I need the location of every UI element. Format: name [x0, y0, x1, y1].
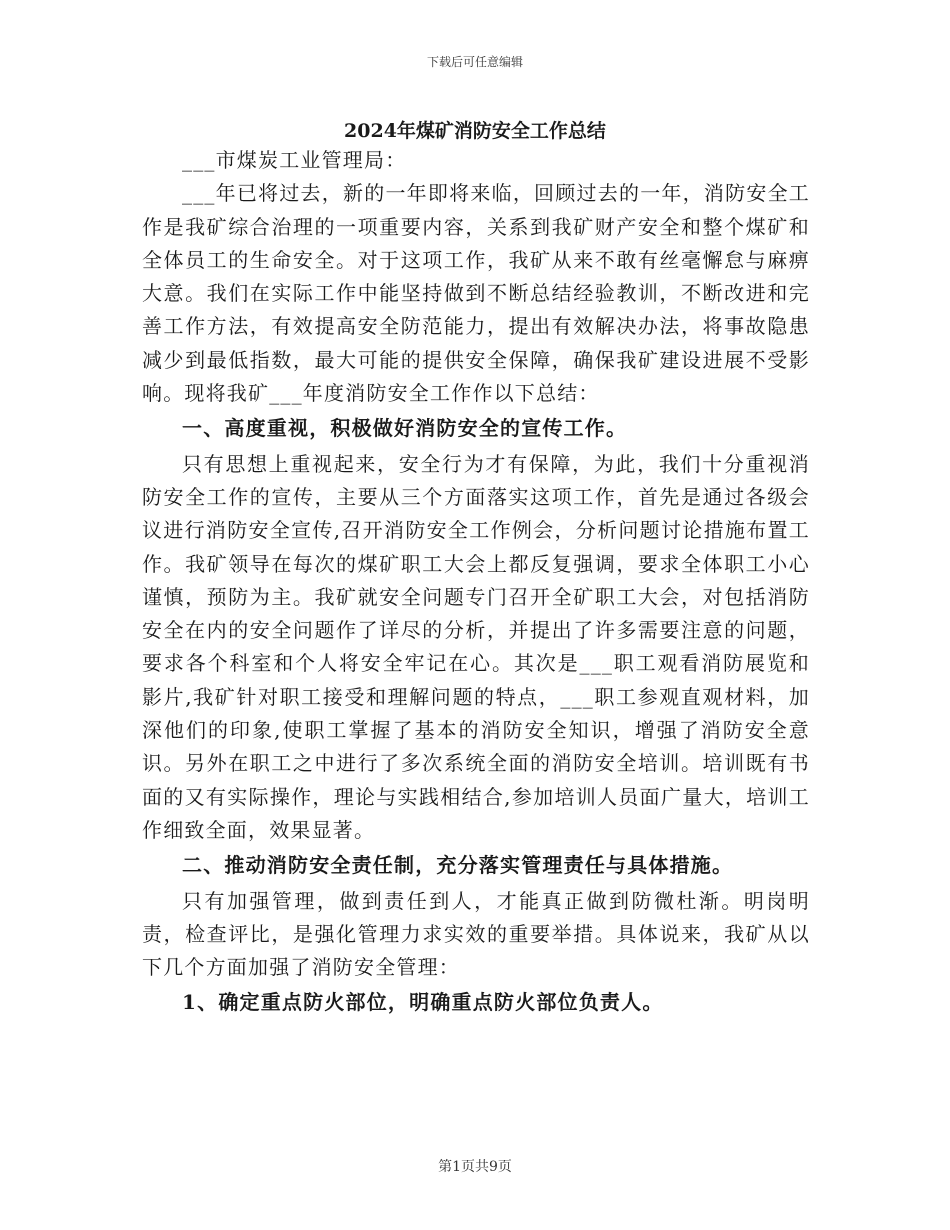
page-header-note: 下载后可任意编辑 — [426, 55, 523, 69]
page-number: 第1页共9页 — [438, 1159, 512, 1175]
section-body-1: 只有思想上重视起来，安全行为才有保障，为此，我们十分重视消防安全工作的宣传，主要从三个方面落实这项工作，首先是通过各级会议进行消防安全宣传,召开消防安全工作例会，分析问题讨论措施布置工作。我矿领导在每次的煤矿职工大会上都反复强调，要求全体职工小心谨慎，预防为主。我矿就安全问题专门召开全矿职工大会，对包括消防安全在内的安全问题作了详尽的分析，并提出了许多需要注意的问题，要求各个科室和个人将安全牢记在心。其次是___职工观看消防展览和影片,我矿针对职工接受和理解问题的特点，___职工参观直观材料，加深他们的印象,使职工掌握了基本的消防安全知识，增强了消防安全意识。另外在职工之中进行了多次系统全面的消防安全培训。培训既有书面的又有实际操作，理论与实践相结合,参加培训人员面广量大，培训工作细致全面，效果显著。 — [142, 451, 810, 842]
salutation: ___市煤炭工业管理局： — [182, 148, 407, 172]
section-body-2: 只有加强管理，做到责任到人，才能真正做到防微杜渐。明岗明责，检查评比，是强化管理力求实效的重要举措。具体说来，我矿从以下几个方面加强了消防安全管理： — [142, 888, 810, 980]
subsection-heading-1: 1、确定重点防火部位，明确重点防火部位负责人。 — [182, 990, 664, 1015]
intro-paragraph: ___年已将过去，新的一年即将来临，回顾过去的一年，消防安全工作是我矿综合治理的一项重要内容，关系到我矿财产安全和整个煤矿和全体员工的生命安全。对于这项工作，我矿从来不敢有丝毫懈怠与麻痹大意。我们在实际工作中能坚持做到不断总结经验教训，不断改进和完善工作方法，有效提高安全防范能力，提出有效解决办法，将事故隐患减少到最低指数，最大可能的提供安全保障，确保我矿建设进展不受影响。现将我矿___年度消防安全工作作以下总结： — [142, 181, 810, 406]
section-heading-2: 二、推动消防安全责任制，充分落实管理责任与具体措施。 — [182, 853, 734, 878]
section-heading-1: 一、高度重视，积极做好消防安全的宣传工作。 — [182, 416, 628, 441]
document-body — [142, 144, 810, 1022]
document-title: 2024年煤矿消防安全工作总结 — [344, 120, 606, 142]
